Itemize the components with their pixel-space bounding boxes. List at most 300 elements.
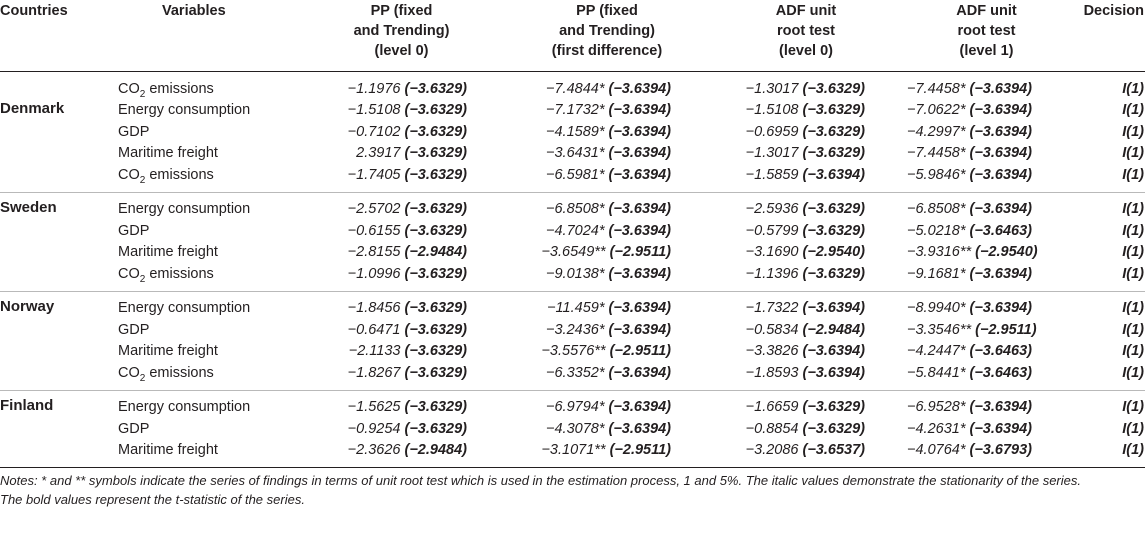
table-row: [0, 192, 1145, 220]
pp-level0-cell: [298, 263, 505, 291]
adf-level0-cell: [709, 263, 903, 291]
test-statistic: −0.8854: [745, 420, 799, 437]
critical-value: (−3.6394): [608, 222, 671, 239]
adf-level0-cell: [709, 291, 903, 319]
variable-name: $CO_2$ emissions: [118, 80, 214, 100]
critical-value: (−3.6394): [969, 265, 1032, 282]
country-cell: [0, 220, 114, 242]
test-statistic: −0.5834: [745, 321, 799, 338]
adf-level0-cell: [709, 164, 903, 192]
pp-first-difference-cell: [505, 440, 709, 468]
adf-level0-cell: [709, 72, 903, 100]
adf-level1-cell: [903, 362, 1070, 390]
pp-level0-cell: [298, 341, 505, 363]
critical-value: (−3.6394): [969, 300, 1032, 317]
adf-level1-cell: [903, 164, 1070, 192]
test-statistic: −0.9254: [347, 420, 401, 437]
adf-level0-cell: [709, 121, 903, 143]
test-statistic: −3.2086: [745, 442, 799, 459]
test-statistic: −11.459*: [547, 300, 605, 317]
critical-value: (−3.6329): [404, 145, 467, 162]
header-line: root test: [777, 23, 835, 39]
country-cell: [0, 341, 114, 363]
decision-cell: [1070, 319, 1145, 341]
variable-name: Energy consumption: [118, 102, 251, 119]
critical-value: (−3.6394): [802, 343, 865, 360]
variable-name: GDP: [118, 420, 150, 437]
test-statistic: −7.0622*: [907, 102, 966, 119]
variable-name: GDP: [118, 321, 150, 338]
pp-level0-cell: [298, 362, 505, 390]
adf-level1-cell: [903, 143, 1070, 165]
pp-first-difference-cell: [505, 242, 709, 264]
country-cell: [0, 440, 114, 468]
critical-value: (−2.9511): [609, 442, 671, 459]
country-cell: [0, 362, 114, 390]
variable-cell: [114, 72, 298, 100]
critical-value: (−3.6329): [404, 420, 467, 437]
pp-level0-cell: [298, 164, 505, 192]
critical-value: (−3.6394): [802, 364, 865, 381]
test-statistic: −7.4458*: [907, 80, 966, 97]
adf-level1-cell: [903, 192, 1070, 220]
header-line: (level 1): [959, 43, 1014, 59]
critical-value: (−3.6329): [404, 123, 467, 140]
critical-value: (−2.9484): [404, 244, 467, 261]
decision-value: I(1): [1122, 442, 1144, 459]
test-statistic: −6.9794*: [546, 399, 605, 416]
country-name: Sweden: [0, 198, 57, 216]
pp-first-difference-cell: [505, 143, 709, 165]
critical-value: (−3.6394): [608, 201, 671, 218]
test-statistic: −0.6959: [745, 123, 799, 140]
header-row: [0, 0, 1145, 72]
pp-first-difference-cell: [505, 220, 709, 242]
critical-value: (−3.6329): [404, 300, 467, 317]
header-line: and Trending): [353, 23, 450, 39]
pp-first-difference-cell: [505, 192, 709, 220]
adf-level0-cell: [709, 341, 903, 363]
critical-value: (−3.6394): [608, 399, 671, 416]
test-statistic: −2.8155: [347, 244, 401, 261]
variable-cell: [114, 440, 298, 468]
critical-value: (−3.6463): [969, 222, 1032, 239]
critical-value: (−3.6394): [608, 123, 671, 140]
pp-first-difference-cell: [505, 418, 709, 440]
pp-first-difference-cell: [505, 390, 709, 418]
table-row: [0, 220, 1145, 242]
test-statistic: −6.3352*: [546, 364, 605, 381]
country-cell: [0, 291, 114, 319]
header-line: and Trending): [559, 23, 655, 39]
pp-level0-cell: [298, 242, 505, 264]
adf-level1-cell: [903, 390, 1070, 418]
table-row: [0, 72, 1145, 100]
table-row: [0, 362, 1145, 390]
decision-value: I(1): [1122, 244, 1144, 261]
header-countries: Countries: [0, 0, 114, 72]
decision-value: I(1): [1122, 399, 1144, 416]
decision-value: I(1): [1122, 145, 1144, 162]
test-statistic: 2.3917: [356, 145, 401, 162]
critical-value: (−3.6329): [404, 166, 467, 183]
variable-name: $CO_2$ emissions: [118, 265, 214, 285]
test-statistic: −5.0218*: [907, 222, 966, 239]
pp-first-difference-cell: [505, 319, 709, 341]
variable-name: Energy consumption: [118, 399, 251, 416]
adf-level0-cell: [709, 143, 903, 165]
critical-value: (−3.6329): [404, 265, 467, 282]
pp-first-difference-cell: [505, 362, 709, 390]
critical-value: (−2.9540): [802, 244, 865, 261]
decision-cell: [1070, 100, 1145, 122]
critical-value: (−2.9511): [609, 244, 671, 261]
table-body: [0, 72, 1145, 468]
test-statistic: −5.9846*: [907, 166, 966, 183]
adf-level1-cell: [903, 341, 1070, 363]
test-statistic: −0.6471: [347, 321, 401, 338]
variable-cell: [114, 418, 298, 440]
header-pp-first-difference: [505, 0, 709, 72]
critical-value: (−3.6394): [802, 300, 865, 317]
test-statistic: −4.3078*: [546, 420, 605, 437]
test-statistic: −4.2631*: [907, 420, 966, 437]
decision-value: I(1): [1122, 166, 1144, 183]
test-statistic: −2.5702: [347, 201, 401, 218]
critical-value: (−2.9484): [404, 442, 467, 459]
critical-value: (−3.6394): [802, 166, 865, 183]
pp-level0-cell: [298, 291, 505, 319]
header-line: (first difference): [551, 43, 663, 59]
critical-value: (−3.6329): [802, 102, 865, 119]
country-name: Norway: [0, 297, 55, 315]
test-statistic: −4.0764*: [907, 442, 966, 459]
table-row: [0, 319, 1145, 341]
critical-value: (−3.6329): [404, 222, 467, 239]
test-statistic: −3.3826: [745, 343, 799, 360]
critical-value: (−3.6394): [969, 201, 1032, 218]
country-cell: [0, 418, 114, 440]
table-row: [0, 263, 1145, 291]
decision-cell: [1070, 390, 1145, 418]
table-row: [0, 164, 1145, 192]
adf-level0-cell: [709, 192, 903, 220]
header-decision: Decision: [1070, 0, 1145, 72]
country-cell: [0, 143, 114, 165]
variable-cell: [114, 220, 298, 242]
critical-value: (−3.6394): [608, 321, 671, 338]
test-statistic: −7.1732*: [546, 102, 605, 119]
adf-level1-cell: [903, 242, 1070, 264]
adf-level1-cell: [903, 72, 1070, 100]
header-line: ADF unit: [775, 3, 837, 19]
adf-level0-cell: [709, 362, 903, 390]
table-row: [0, 143, 1145, 165]
adf-level0-cell: [709, 390, 903, 418]
adf-level0-cell: [709, 242, 903, 264]
decision-value: I(1): [1122, 102, 1144, 119]
test-statistic: −6.8508*: [546, 201, 605, 218]
test-statistic: −5.8441*: [907, 364, 966, 381]
pp-level0-cell: [298, 418, 505, 440]
variable-cell: [114, 362, 298, 390]
test-statistic: −6.5981*: [546, 166, 605, 183]
header-line: (level 0): [374, 43, 429, 59]
critical-value: (−3.6394): [608, 364, 671, 381]
decision-cell: [1070, 263, 1145, 291]
country-name: Denmark: [0, 99, 65, 117]
critical-value: (−3.6329): [404, 321, 467, 338]
decision-cell: [1070, 121, 1145, 143]
table-row: [0, 390, 1145, 418]
critical-value: (−3.6394): [608, 102, 671, 119]
test-statistic: −1.1976: [347, 80, 401, 97]
variable-cell: [114, 100, 298, 122]
test-statistic: −1.7322: [745, 300, 799, 317]
test-statistic: −1.3017: [745, 80, 799, 97]
table-row: [0, 291, 1145, 319]
variable-cell: [114, 319, 298, 341]
test-statistic: −3.6549**: [541, 244, 606, 261]
decision-cell: [1070, 192, 1145, 220]
variable-cell: [114, 121, 298, 143]
test-statistic: −7.4844*: [546, 80, 605, 97]
critical-value: (−3.6463): [969, 364, 1032, 381]
table-notes: [0, 471, 1145, 509]
test-statistic: −3.3546**: [907, 321, 972, 338]
variable-name: $CO_2$ emissions: [118, 364, 214, 384]
decision-value: I(1): [1122, 364, 1144, 381]
pp-first-difference-cell: [505, 341, 709, 363]
decision-value: I(1): [1122, 321, 1144, 338]
critical-value: (−3.6394): [969, 166, 1032, 183]
critical-value: (−3.6394): [608, 265, 671, 282]
country-cell: [0, 192, 114, 220]
decision-value: I(1): [1122, 265, 1144, 282]
pp-level0-cell: [298, 390, 505, 418]
variable-cell: [114, 164, 298, 192]
test-statistic: −3.9316**: [907, 244, 972, 261]
table-row: [0, 242, 1145, 264]
notes-line: The bold values represent the t-statistic of the series.: [0, 492, 305, 507]
critical-value: (−3.6394): [969, 102, 1032, 119]
critical-value: (−3.6394): [608, 80, 671, 97]
critical-value: (−3.6329): [404, 364, 467, 381]
test-statistic: −4.2447*: [907, 343, 966, 360]
test-statistic: −3.5576**: [541, 343, 606, 360]
test-statistic: −1.8593: [745, 364, 799, 381]
test-statistic: −0.6155: [347, 222, 401, 239]
critical-value: (−3.6394): [969, 123, 1032, 140]
critical-value: (−3.6329): [802, 265, 865, 282]
test-statistic: −1.6659: [745, 399, 799, 416]
decision-value: I(1): [1122, 222, 1144, 239]
test-statistic: −8.9940*: [907, 300, 966, 317]
decision-value: I(1): [1122, 123, 1144, 140]
critical-value: (−2.9511): [609, 343, 671, 360]
critical-value: (−3.6329): [802, 145, 865, 162]
critical-value: (−3.6329): [802, 222, 865, 239]
country-cell: [0, 390, 114, 418]
header-line: PP (fixed: [576, 3, 638, 19]
pp-level0-cell: [298, 72, 505, 100]
decision-cell: [1070, 143, 1145, 165]
critical-value: (−3.6329): [802, 399, 865, 416]
adf-level1-cell: [903, 291, 1070, 319]
decision-cell: [1070, 220, 1145, 242]
country-cell: [0, 72, 114, 100]
test-statistic: −4.2997*: [907, 123, 966, 140]
test-statistic: −1.8267: [347, 364, 401, 381]
test-statistic: −2.5936: [745, 201, 799, 218]
variable-cell: [114, 341, 298, 363]
critical-value: (−3.6394): [608, 300, 671, 317]
test-statistic: −1.3017: [745, 145, 799, 162]
variable-cell: [114, 192, 298, 220]
variable-cell: [114, 143, 298, 165]
variable-cell: [114, 263, 298, 291]
adf-level1-cell: [903, 220, 1070, 242]
variable-cell: [114, 390, 298, 418]
variable-cell: [114, 242, 298, 264]
pp-first-difference-cell: [505, 72, 709, 100]
table-row: [0, 121, 1145, 143]
test-statistic: −6.8508*: [907, 201, 966, 218]
header-adf-level0: [709, 0, 903, 72]
pp-first-difference-cell: [505, 164, 709, 192]
decision-cell: [1070, 418, 1145, 440]
pp-first-difference-cell: [505, 121, 709, 143]
pp-level0-cell: [298, 100, 505, 122]
critical-value: (−3.6394): [969, 145, 1032, 162]
adf-level1-cell: [903, 263, 1070, 291]
adf-level0-cell: [709, 100, 903, 122]
adf-level0-cell: [709, 418, 903, 440]
decision-cell: [1070, 291, 1145, 319]
decision-value: I(1): [1122, 80, 1144, 97]
critical-value: (−2.9511): [975, 321, 1037, 338]
pp-level0-cell: [298, 121, 505, 143]
pp-first-difference-cell: [505, 291, 709, 319]
critical-value: (−3.6329): [802, 420, 865, 437]
test-statistic: −9.0138*: [546, 265, 605, 282]
country-cell: [0, 319, 114, 341]
variable-cell: [114, 291, 298, 319]
critical-value: (−3.6394): [608, 145, 671, 162]
critical-value: (−3.6394): [969, 80, 1032, 97]
test-statistic: −6.9528*: [907, 399, 966, 416]
critical-value: (−3.6537): [802, 442, 865, 459]
adf-level0-cell: [709, 319, 903, 341]
decision-value: I(1): [1122, 300, 1144, 317]
test-statistic: −2.1133: [348, 343, 401, 360]
critical-value: (−3.6329): [404, 201, 467, 218]
pp-first-difference-cell: [505, 263, 709, 291]
adf-level0-cell: [709, 440, 903, 468]
test-statistic: −1.7405: [347, 166, 401, 183]
country-cell: [0, 263, 114, 291]
adf-level1-cell: [903, 440, 1070, 468]
critical-value: (−3.6394): [608, 420, 671, 437]
decision-value: I(1): [1122, 201, 1144, 218]
table-row: [0, 440, 1145, 468]
country-cell: [0, 100, 114, 122]
test-statistic: −1.5108: [347, 102, 401, 119]
variable-name: Energy consumption: [118, 300, 251, 317]
pp-level0-cell: [298, 220, 505, 242]
decision-cell: [1070, 72, 1145, 100]
critical-value: (−3.6329): [802, 201, 865, 218]
critical-value: (−3.6329): [404, 102, 467, 119]
test-statistic: −0.7102: [347, 123, 401, 140]
test-statistic: −4.7024*: [546, 222, 605, 239]
country-cell: [0, 121, 114, 143]
decision-cell: [1070, 362, 1145, 390]
critical-value: (−3.6394): [969, 420, 1032, 437]
test-statistic: −0.5799: [745, 222, 799, 239]
table-row: [0, 100, 1145, 122]
table-row: [0, 341, 1145, 363]
test-statistic: −3.1071**: [541, 442, 606, 459]
variable-name: $CO_2$ emissions: [118, 166, 214, 186]
decision-cell: [1070, 341, 1145, 363]
country-name: Finland: [0, 396, 54, 414]
adf-level0-cell: [709, 220, 903, 242]
critical-value: (−3.6394): [969, 399, 1032, 416]
decision-value: I(1): [1122, 420, 1144, 437]
decision-cell: [1070, 164, 1145, 192]
critical-value: (−3.6329): [404, 80, 467, 97]
header-adf-level1: [903, 0, 1070, 72]
header-line: ADF unit: [956, 3, 1017, 19]
table-row: [0, 418, 1145, 440]
pp-first-difference-cell: [505, 100, 709, 122]
test-statistic: −1.1396: [745, 265, 799, 282]
adf-level1-cell: [903, 418, 1070, 440]
variable-name: GDP: [118, 222, 150, 239]
test-statistic: −1.0996: [347, 265, 401, 282]
test-statistic: −3.1690: [745, 244, 799, 261]
variable-name: Maritime freight: [118, 145, 218, 162]
variable-name: Maritime freight: [118, 244, 218, 261]
decision-value: I(1): [1122, 343, 1144, 360]
adf-level1-cell: [903, 121, 1070, 143]
pp-level0-cell: [298, 192, 505, 220]
country-cell: [0, 164, 114, 192]
critical-value: (−3.6329): [404, 343, 467, 360]
test-statistic: −9.1681*: [907, 265, 966, 282]
test-statistic: −4.1589*: [546, 123, 605, 140]
header-line: root test: [957, 23, 1016, 39]
critical-value: (−3.6329): [802, 80, 865, 97]
test-statistic: −1.8456: [347, 300, 401, 317]
adf-level1-cell: [903, 100, 1070, 122]
pp-level0-cell: [298, 143, 505, 165]
header-pp-level0: [298, 0, 505, 72]
adf-level1-cell: [903, 319, 1070, 341]
test-statistic: −7.4458*: [907, 145, 966, 162]
test-statistic: −3.2436*: [546, 321, 605, 338]
decision-cell: [1070, 440, 1145, 468]
critical-value: (−3.6329): [802, 123, 865, 140]
test-statistic: −2.3626: [347, 442, 401, 459]
test-statistic: −3.6431*: [546, 145, 605, 162]
variable-name: Energy consumption: [118, 201, 251, 218]
pp-level0-cell: [298, 440, 505, 468]
variable-name: Maritime freight: [118, 343, 218, 360]
notes-line: Notes: * and ** symbols indicate the series of findings in terms of unit root test which is used in the estimation process, 1 and 5%. The italic values demonstrate the stationarity of the series.: [0, 473, 1081, 488]
decision-cell: [1070, 242, 1145, 264]
